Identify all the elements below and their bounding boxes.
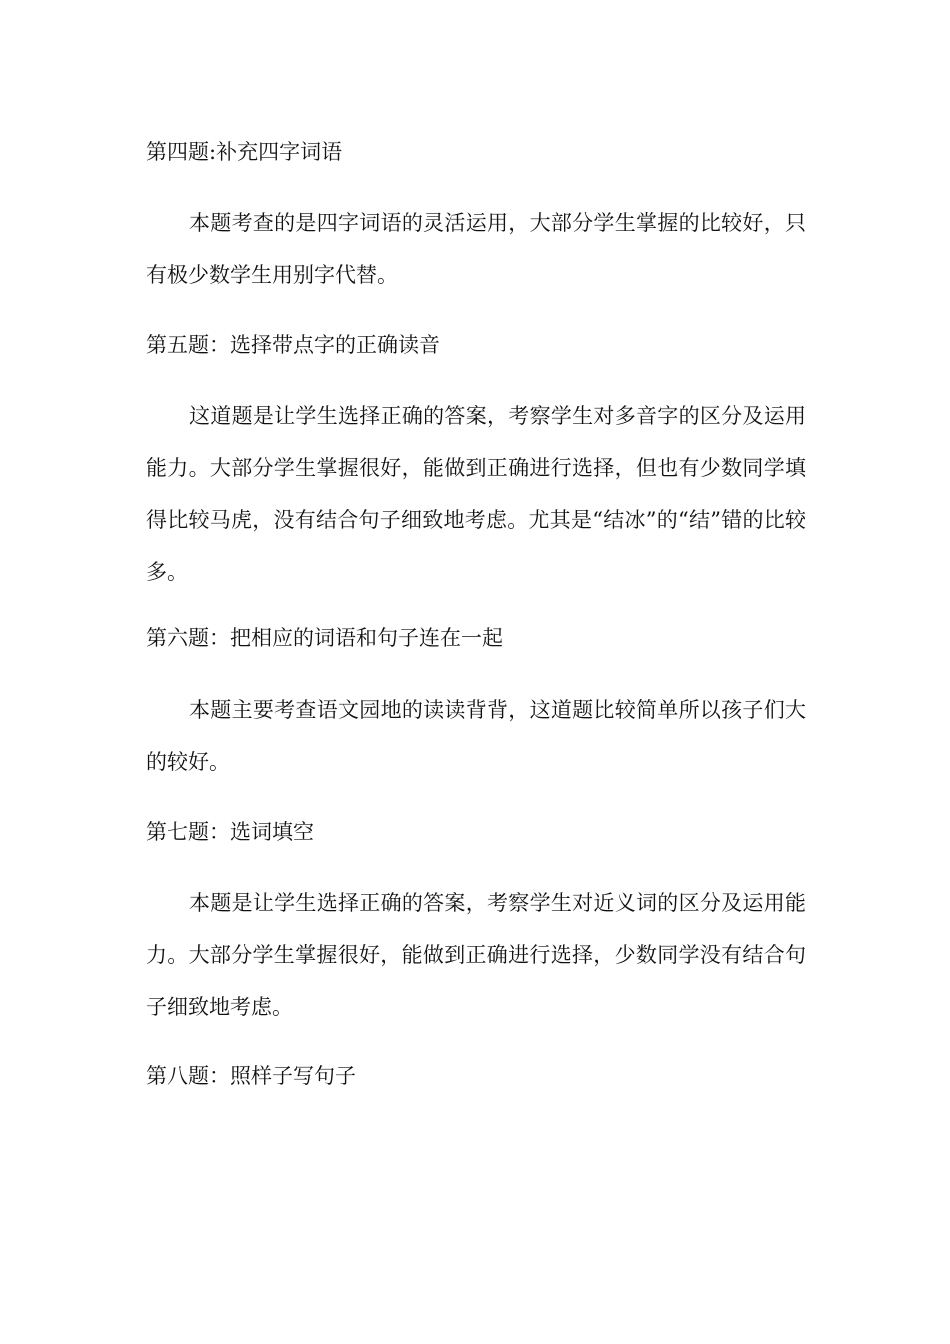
- section-heading-4: 第四题:补充四字词语: [146, 140, 343, 164]
- section-paragraph-7: 本题是让学生选择正确的答案，考察学生对近义词的区分及运用能力。大部分学生掌握很好，能做到正确进行选择，少数同学没有结合句子细致地考虑。: [146, 891, 806, 1019]
- section-paragraph-5: 这道题是让学生选择正确的答案，考察学生对多音字的区分及运用能力。大部分学生掌握很好，能做到正确进行选择，但也有少数同学填得比较马虎，没有结合句子细致地考虑。尤其是“结冰”的“结”错的比较多。: [146, 404, 806, 584]
- section-heading-7: 第七题：选词填空: [146, 820, 314, 844]
- section-paragraph-6: 本题主要考查语文园地的读读背背，这道题比较简单所以孩子们大的较好。: [146, 698, 806, 774]
- section-heading-5: 第五题：选择带点字的正确读音: [146, 333, 440, 357]
- section-heading-6: 第六题：把相应的词语和句子连在一起: [146, 626, 503, 650]
- section-heading-8: 第八题：照样子写句子: [146, 1064, 356, 1088]
- section-paragraph-4: 本题考查的是四字词语的灵活运用，大部分学生掌握的比较好，只有极少数学生用别字代替。: [146, 211, 806, 287]
